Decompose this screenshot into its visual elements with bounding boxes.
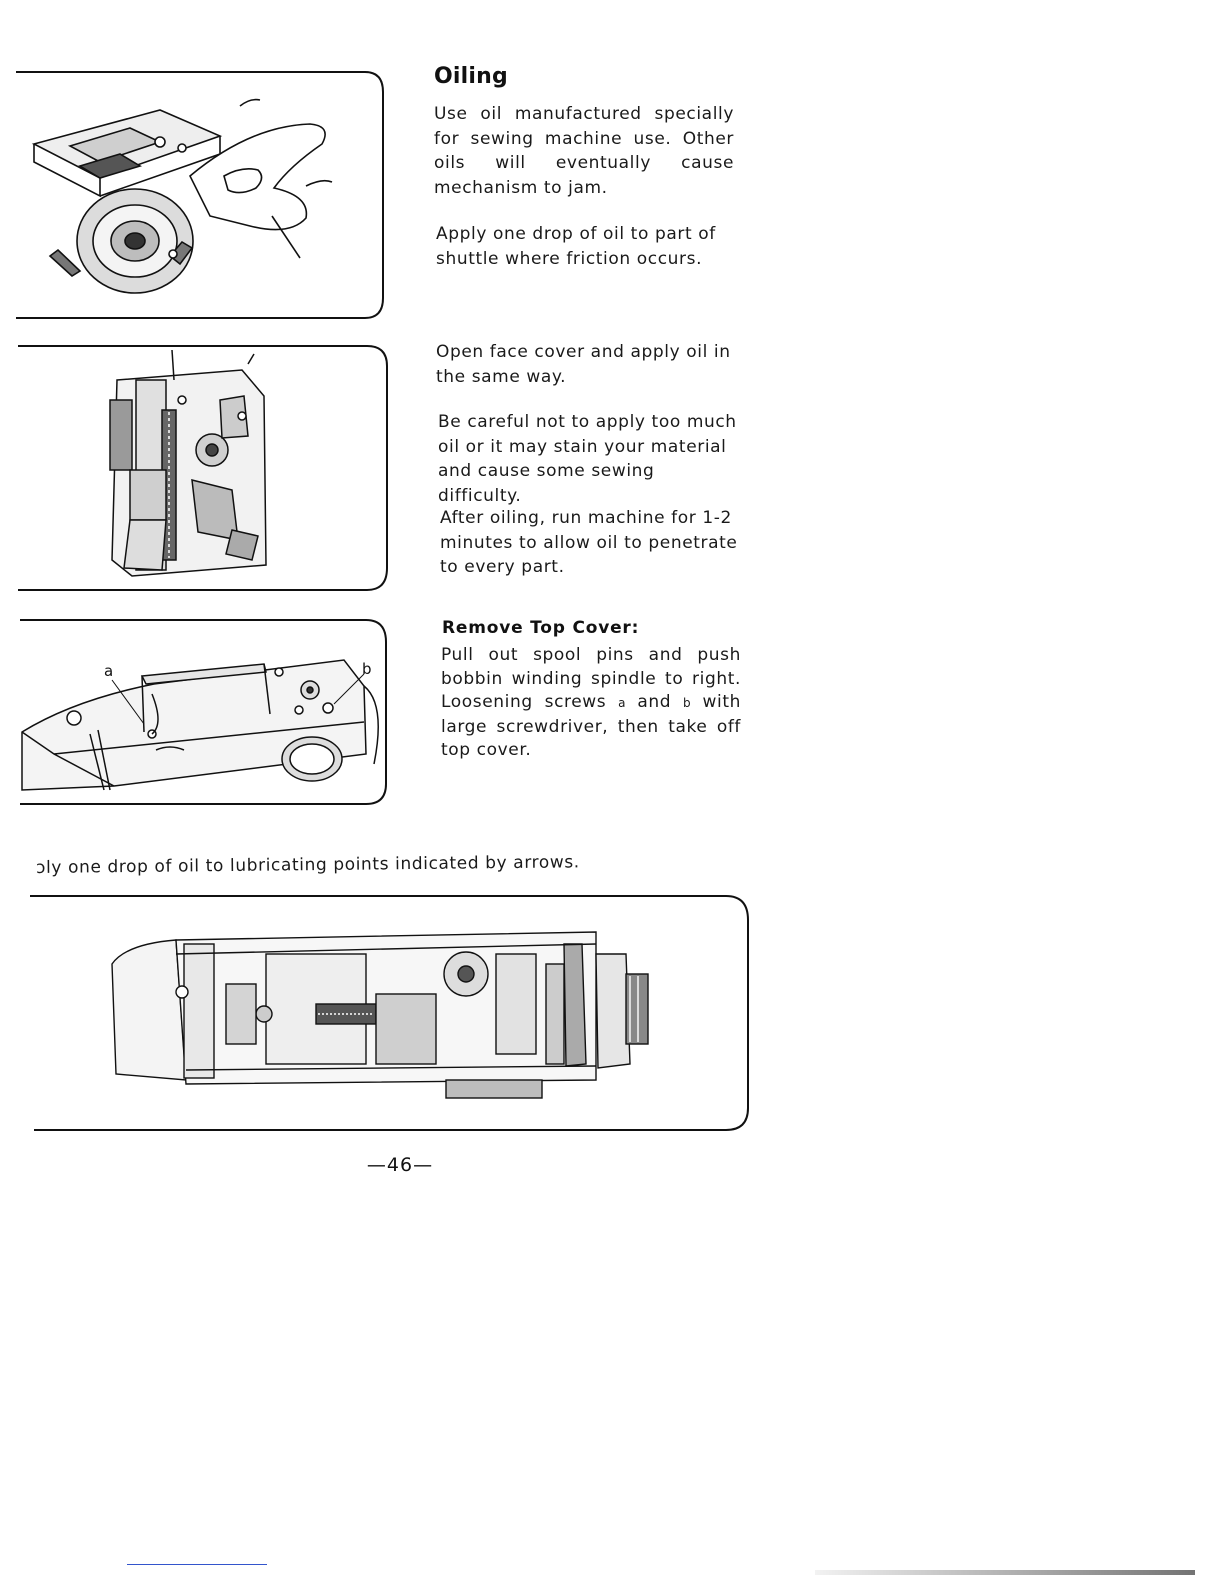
oiling-paragraph-2: Apply one drop of oil to part of shuttle where friction occurs.: [436, 224, 716, 269]
scan-shading-right: [815, 1570, 1195, 1575]
section-title-remove-top-cover: Remove Top Cover:: [442, 618, 640, 638]
figure-machine-interior-top-view: [26, 884, 756, 1146]
screw-ref-b: b: [683, 696, 691, 711]
figure-face-cover-mechanism: [12, 340, 397, 602]
scan-underline-left: [127, 1564, 267, 1565]
face-cover-paragraph-2: Be careful not to apply too much oil or it may stain your material and cause some sewing difficulty.: [438, 412, 737, 506]
page-title: Oiling: [434, 64, 508, 89]
screw-label-a: a: [104, 662, 114, 680]
top-cover-text-2: and: [625, 692, 684, 713]
figure-shuttle-oiling: [10, 66, 395, 328]
face-cover-paragraph-3: After oiling, run machine for 1-2 minutes to allow oil to penetrate to every part.: [440, 508, 738, 577]
page-number: —46—: [366, 1154, 434, 1176]
top-cover-text-3: with large screwdriver, then take off top cover.: [441, 692, 741, 761]
screw-ref-a: a: [618, 696, 626, 711]
top-cover-text-1: Pull out spool pins and push bobbin winding spindle to right. Loosening screws: [441, 645, 741, 713]
face-cover-paragraph-1: Open face cover and apply oil in the same way.: [436, 342, 731, 387]
figure-top-cover-screws: [14, 614, 399, 814]
oiling-paragraph-1: Use oil manufactured specially for sewing machine use. Other oils will eventually cause mechanism to jam.: [434, 104, 734, 198]
screw-label-b: b: [362, 660, 372, 678]
lubrication-caption: ɔly one drop of oil to lubricating points indicated by arrows.: [36, 852, 580, 878]
top-cover-instructions: [441, 644, 741, 763]
